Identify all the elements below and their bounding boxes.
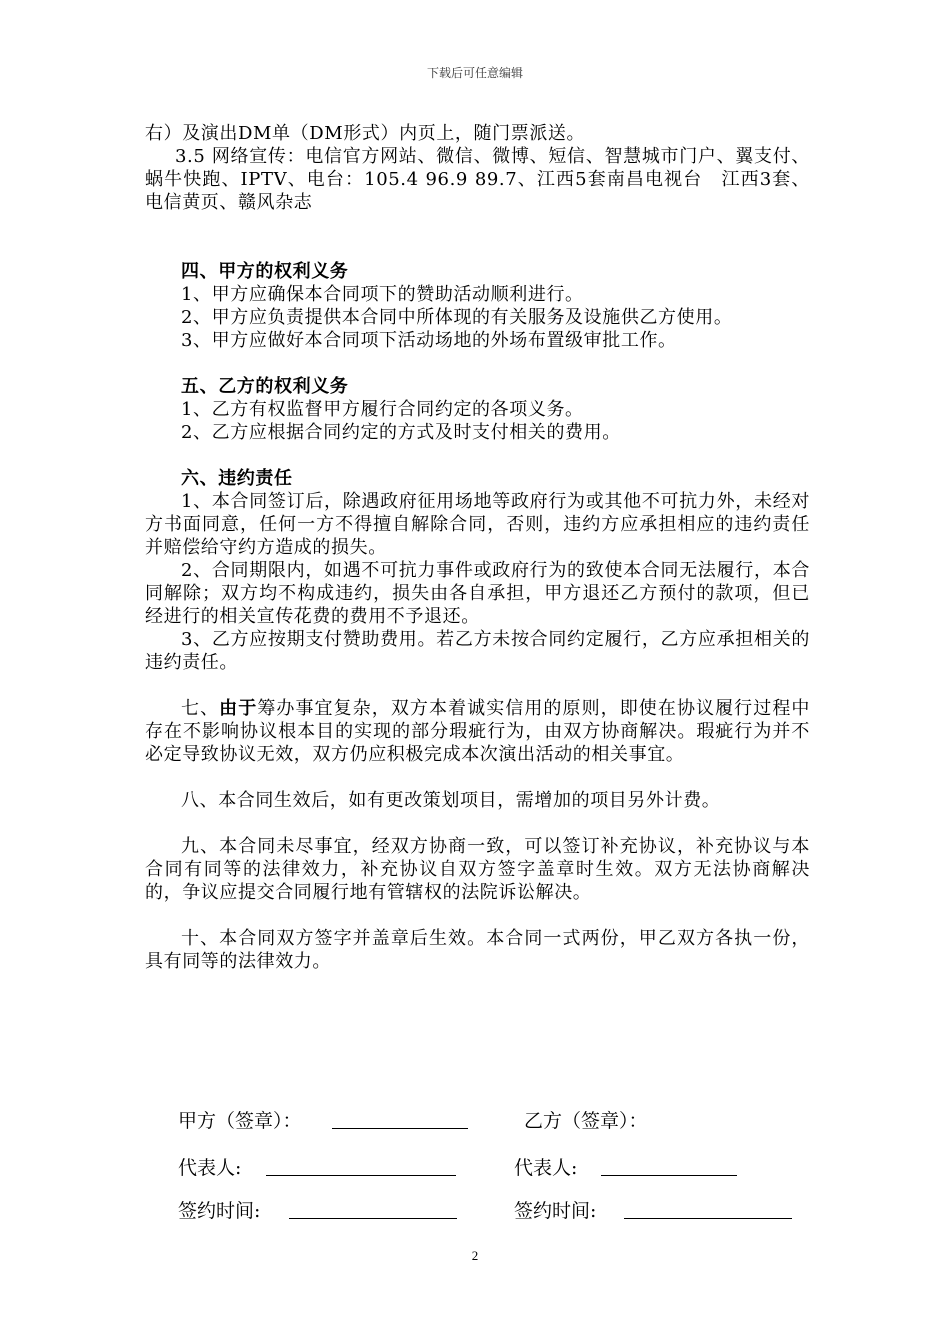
section-title-breach: 六、违约责任 xyxy=(181,468,293,489)
party-a-rep-line xyxy=(266,1175,456,1176)
clause-6-2: 2、合同期限内，如遇不可抗力事件或政府行为的致使本合同无法履行，本合同解除；双方均不构成违约，损失由各自承担，甲方退还乙方预付的款项，但已经进行的相关宣传花费的费用不予退还。 xyxy=(145,560,810,627)
section-title-party-a: 四、甲方的权利义务 xyxy=(181,261,349,282)
clause-4-3: 3、甲方应做好本合同项下活动场地的外场布置级审批工作。 xyxy=(181,330,677,351)
party-b-date-label: 签约时间: xyxy=(514,1200,597,1222)
clause-6-3: 3、乙方应按期支付赞助费用。若乙方未按合同约定履行，乙方应承担相关的违约责任。 xyxy=(145,629,810,673)
party-a-seal-label: 甲方（签章）： xyxy=(178,1110,302,1132)
contract-body xyxy=(145,122,810,973)
party-b-date-line xyxy=(624,1218,792,1219)
party-a-date-label: 签约时间: xyxy=(178,1200,261,1222)
clause-5-2: 2、乙方应根据合同约定的方式及时支付相关的费用。 xyxy=(181,422,621,443)
party-b-rep-line xyxy=(601,1175,737,1176)
clause-4-1: 1、甲方应确保本合同项下的赞助活动顺利进行。 xyxy=(181,284,584,305)
clause-5-1: 1、乙方有权监督甲方履行合同约定的各项义务。 xyxy=(181,399,584,420)
clause-9: 九、本合同未尽事宜，经双方协商一致，可以签订补充协议，补充协议与本合同有同等的法律效力，补充协议自双方签字盖章时生效。双方无法协商解决的，争议应提交合同履行地有管辖权的法院诉讼解决。 xyxy=(145,836,810,903)
party-b-rep-label: 代表人: xyxy=(514,1157,578,1179)
party-a-seal-line xyxy=(332,1128,468,1129)
party-a-date-line xyxy=(289,1218,457,1219)
clause-10: 十、本合同双方签字并盖章后生效。本合同一式两份，甲乙双方各执一份，具有同等的法律效力。 xyxy=(145,928,810,972)
clause-7 xyxy=(145,697,810,766)
party-b-seal-label: 乙方（签章）： xyxy=(524,1110,648,1132)
clause-8: 八、本合同生效后，如有更改策划项目，需增加的项目另外计费。 xyxy=(181,790,721,811)
party-a-rep-label: 代表人: xyxy=(178,1157,242,1179)
section-title-party-b: 五、乙方的权利义务 xyxy=(181,376,349,397)
page-number: 2 xyxy=(471,1248,479,1263)
clause-7-rest: 筹办事宜复杂，双方本着诚实信用的原则，即使在协议履行过程中存在不影响协议根本目的实现的部分瑕疵行为，由双方协商解决。瑕疵行为并不必定导致协议无效，双方仍应积极完成本次演出活动的相关事宜。 xyxy=(145,698,810,765)
clause-7-bold: 由于 xyxy=(219,698,258,719)
clause-6-1: 1、本合同签订后，除遇政府征用场地等政府行为或其他不可抗力外，未经对方书面同意，任何一方不得擅自解除合同，否则，违约方应承担相应的违约责任并赔偿给守约方造成的损失。 xyxy=(145,491,810,558)
clause-7-lead: 七、 xyxy=(181,698,220,719)
clause-4-2: 2、甲方应负责提供本合同中所体现的有关服务及设施供乙方使用。 xyxy=(181,307,733,328)
paragraph-dm-flyer: 右）及演出DM单（DM形式）内页上，随门票派送。 xyxy=(145,123,586,144)
paragraph-online-promotion: 3.5 网络宣传：电信官方网站、微信、微博、短信、智慧城市门户、翼支付、蜗牛快跑、IPTV、电台：105.4 96.9 89.7、江西5套南昌电视台 江西3套、电信黄页、赣风杂志 xyxy=(145,146,810,213)
page-header: 下载后可任意编辑 xyxy=(426,66,523,80)
